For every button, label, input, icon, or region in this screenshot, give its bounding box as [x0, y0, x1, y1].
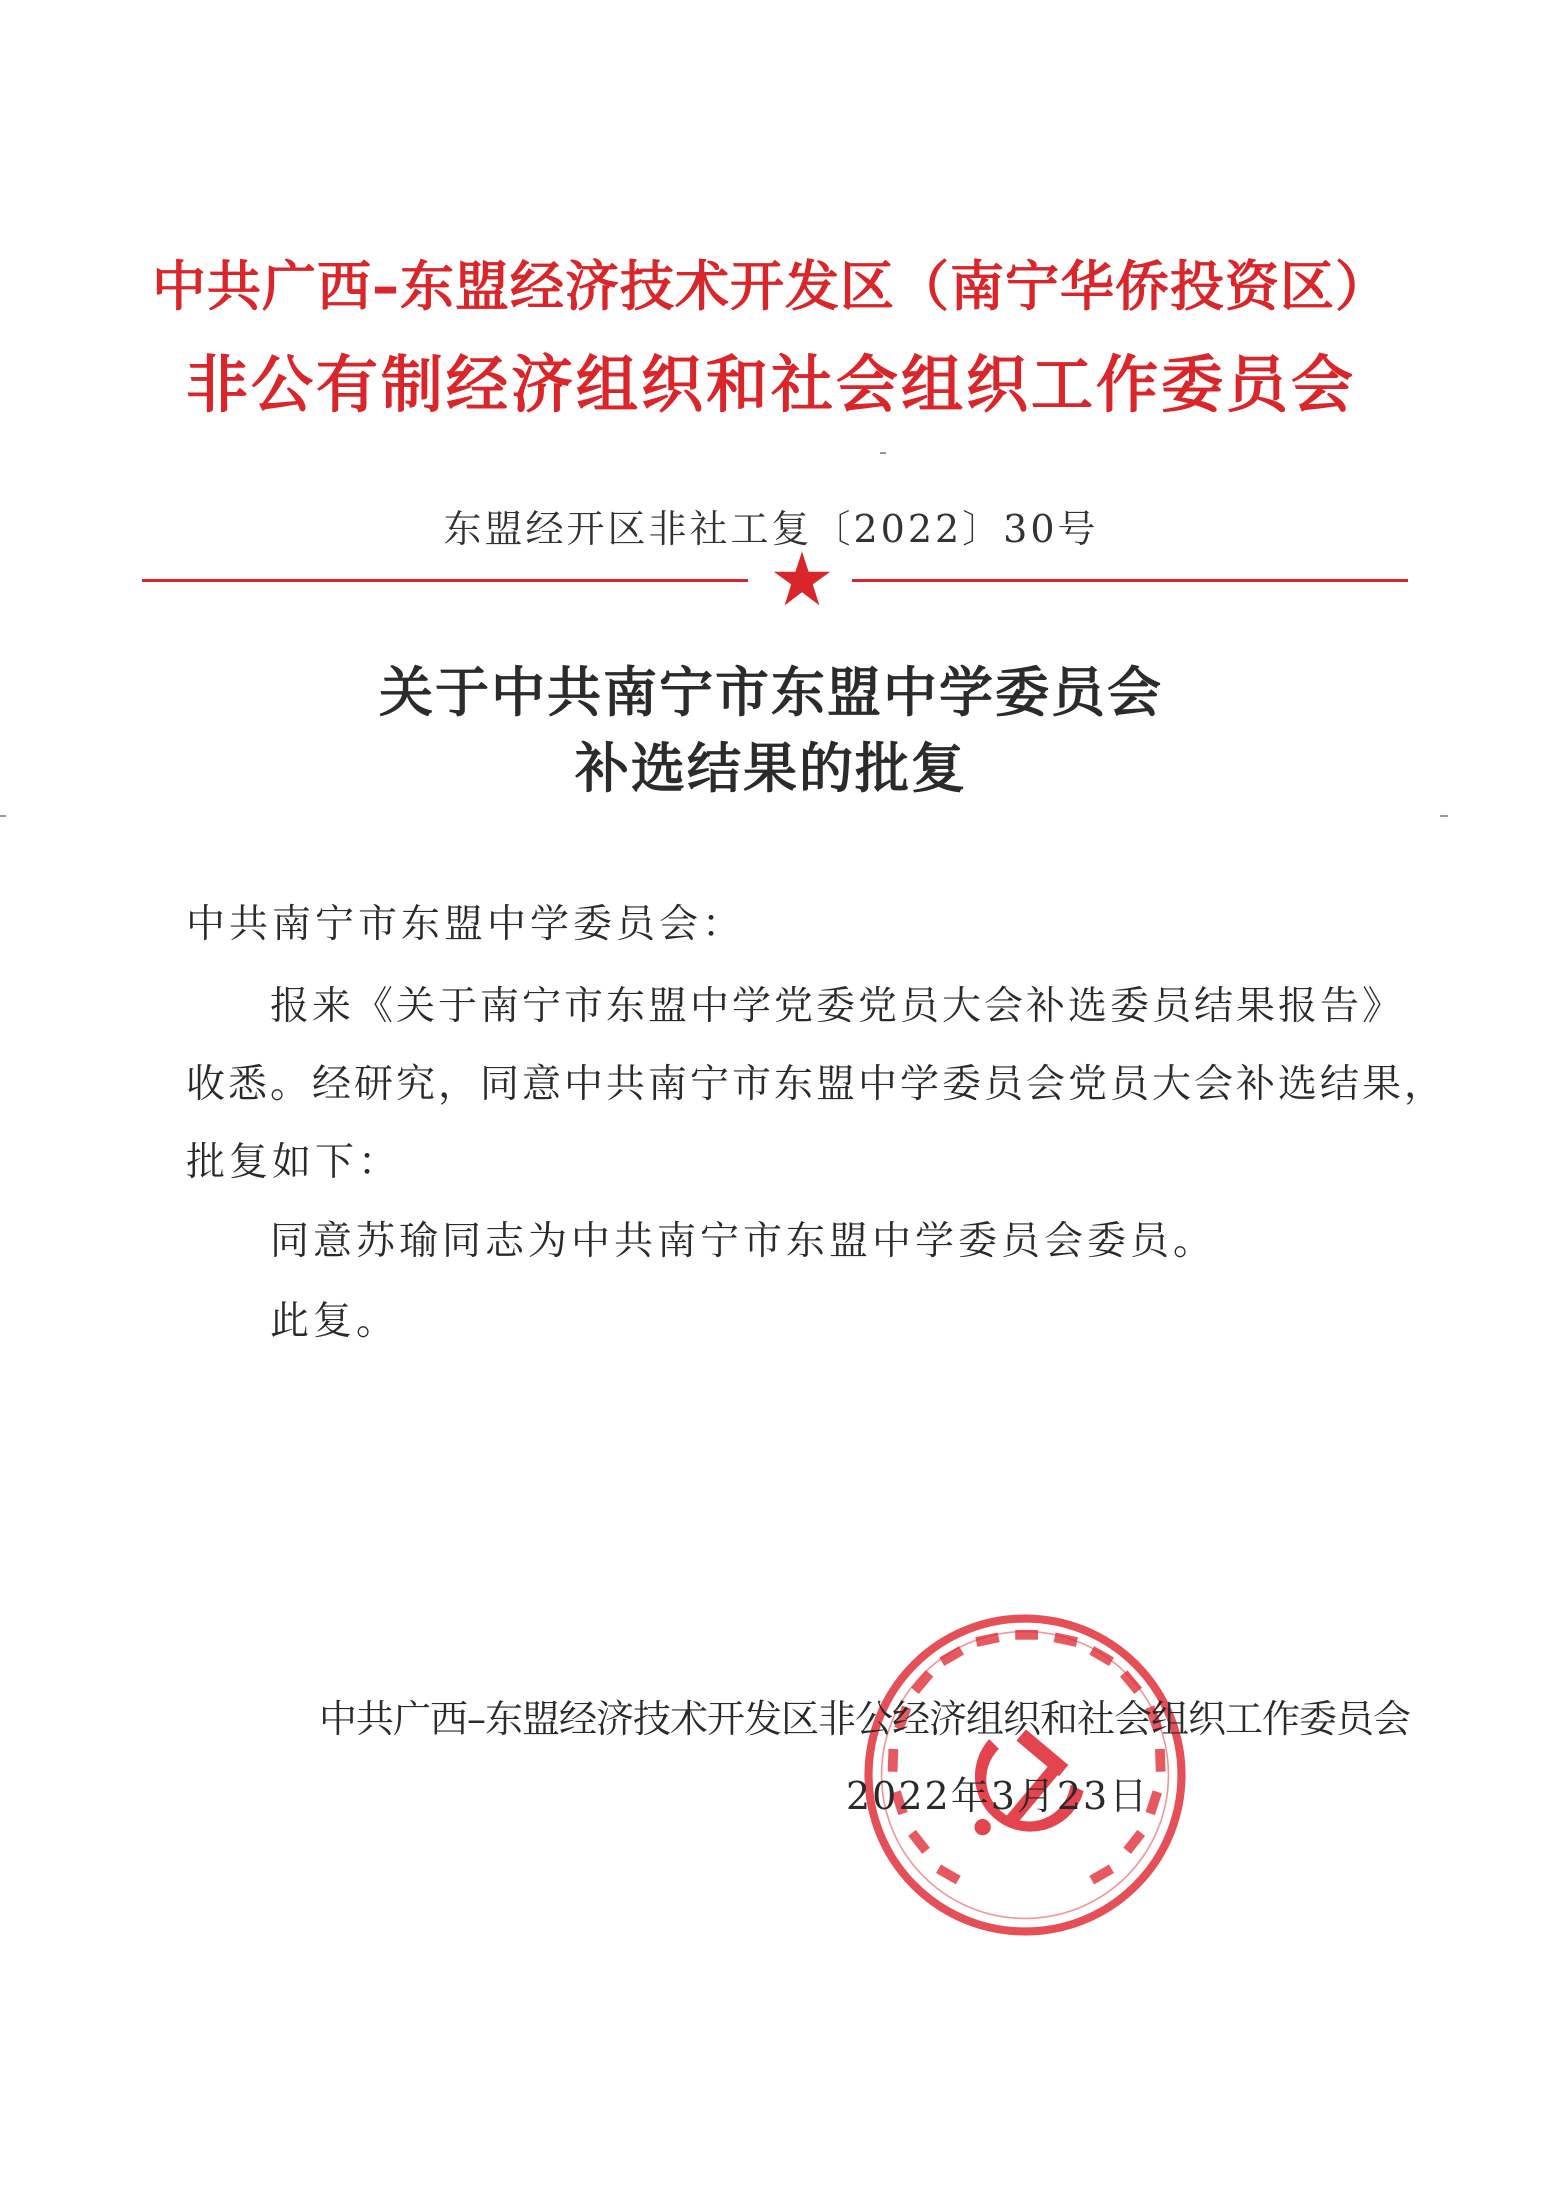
red-rule-left — [142, 579, 748, 582]
document-title-line-1: 关于中共南宁市东盟中学委员会 — [379, 660, 1163, 724]
paragraph-2: 同意苏瑜同志为中共南宁市东盟中学委员会委员。 — [270, 1219, 1217, 1264]
scan-mark — [880, 452, 886, 454]
header-line-2: 非公有制经济组织和社会组织工作委员会 — [185, 348, 1356, 421]
paragraph-1-line-2: 收悉。经研究，同意中共南宁市东盟中学委员会党员大会补选结果， — [186, 1062, 1447, 1107]
issuer-name: 中共广西–东盟经济技术开发区非公经济组织和社会组织工作委员会 — [318, 1697, 1410, 1741]
header-line-1: 中共广西–东盟经济技术开发区（南宁华侨投资区） — [152, 255, 1390, 318]
star-icon — [772, 549, 832, 609]
closing-remark: 此复。 — [270, 1299, 400, 1344]
addressee: 中共南宁市东盟中学委员会： — [186, 902, 746, 947]
document-number: 东盟经开区非社工复〔2022〕30号 — [443, 507, 1099, 551]
issue-date: 2022年3月23日 — [846, 1774, 1150, 1818]
scan-mark — [1440, 815, 1448, 817]
document-title-line-2: 补选结果的批复 — [575, 736, 967, 800]
red-rule-right — [852, 579, 1408, 582]
paragraph-1-line-3: 批复如下： — [186, 1140, 402, 1185]
scan-mark — [0, 815, 6, 817]
paragraph-1-line-1: 报来《关于南宁市东盟中学党委党员大会补选委员结果报告》 — [270, 984, 1405, 1029]
